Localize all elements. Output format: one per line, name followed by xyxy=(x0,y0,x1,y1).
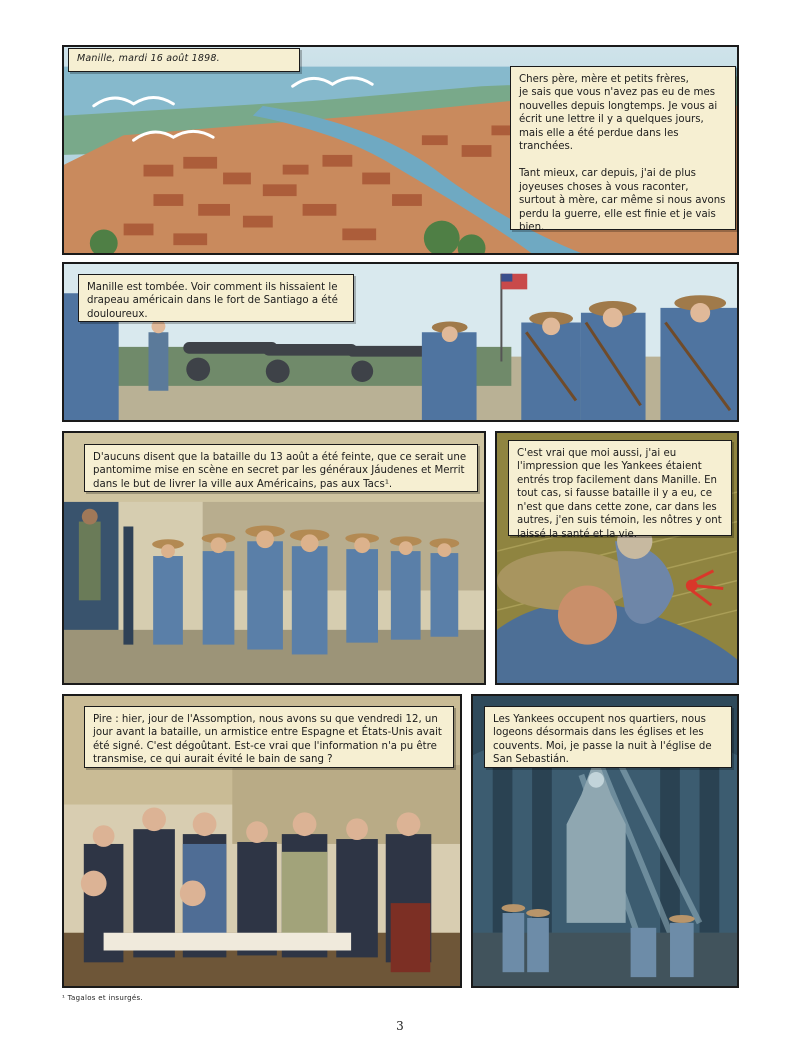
page-number: 3 xyxy=(396,1019,404,1033)
caption-letter-opening: Chers père, mère et petits frères, je sais que vous n'avez pas eu de mes nouvelles depuis longtemps. Je vous ai écrit une lettre il y a quelques jours, mais elle a été perdue dans les tranchées. Tant mieux, car depuis, j'ai de plus joyeuses choses à vous raconter, surtout à mère, car même si nous avons perdu la guerre, elle est finie et je vais bien. xyxy=(510,66,736,230)
caption-yankees-easy: C'est vrai que moi aussi, j'ai eu l'impression que les Yankees étaient entrés trop facilement dans Manille. En tout cas, si fausse bataille il y a eu, ce n'est que dans cette zone, car dans les autres, j'en suis témoin, les nôtres y ont laissé la santé et la vie. xyxy=(508,440,732,536)
caption-armistice: Pire : hier, jour de l'Assomption, nous avons su que vendredi 12, un jour avant la bataille, un armistice entre Espagne et États-Unis avait été signé. C'est dégoûtant. Est-ce vrai que l'information n'a pu être transmise, ce qui aurait évité le bain de sang ? xyxy=(84,706,454,768)
caption-yankees-quarters: Les Yankees occupent nos quartiers, nous logeons désormais dans les églises et les couvents. Moi, je passe la nuit à l'église de San Sebastián. xyxy=(484,706,732,768)
caption-battle-feint: D'aucuns disent que la bataille du 13 août a été feinte, que ce serait une pantomime mise en scène en secret par les généraux Jáudenes et Merrit dans le but de livrer la ville aux Américains, pas aux Tacs¹. xyxy=(84,444,478,492)
caption-fort-santiago: Manille est tombée. Voir comment ils hissaient le drapeau américain dans le fort de Santiago a été douloureux. xyxy=(78,274,354,322)
caption-place-date: Manille, mardi 16 août 1898. xyxy=(68,48,300,72)
footnote: ¹ Tagalos et insurgés. xyxy=(62,994,143,1002)
